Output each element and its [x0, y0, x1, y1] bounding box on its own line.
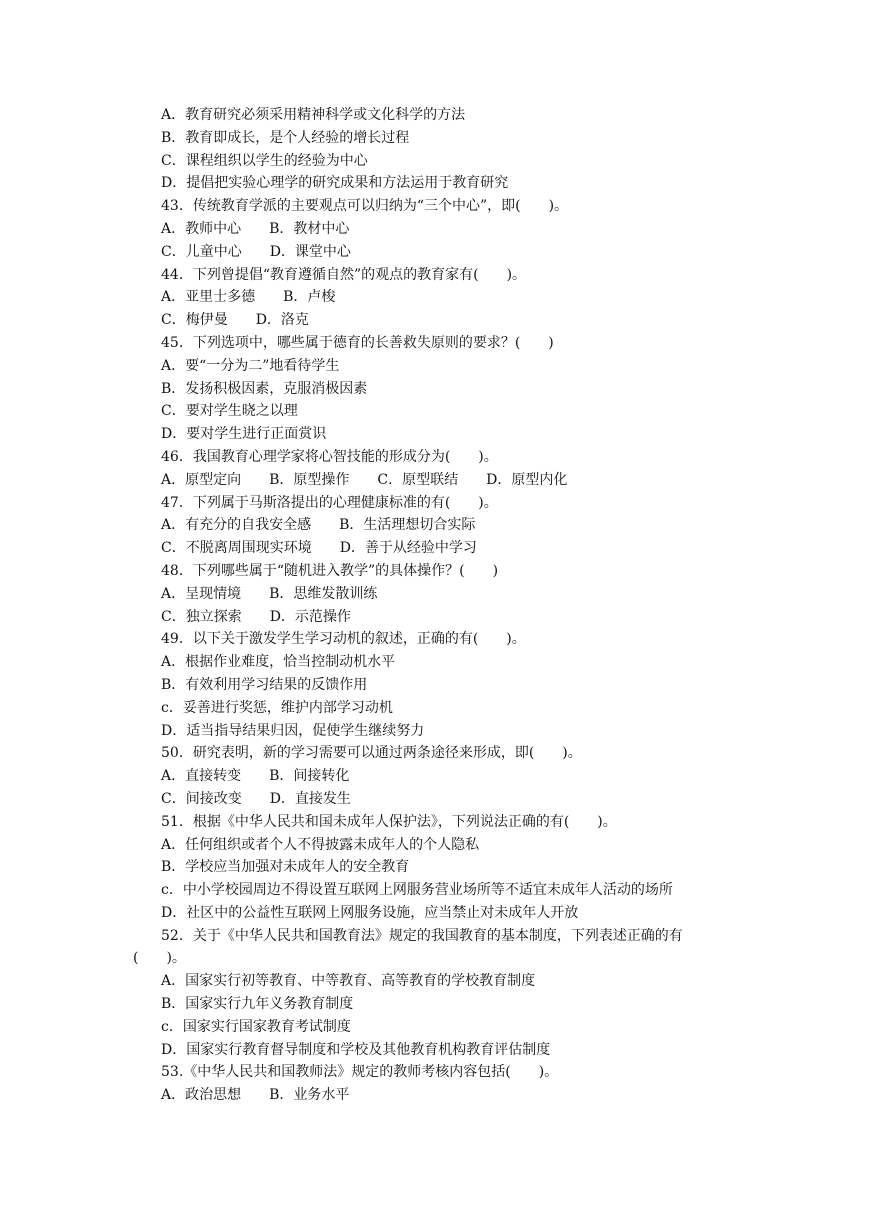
text-line: C．要对学生晓之以理 [161, 403, 298, 420]
question-45: 45．下列选项中，哪些属于德育的长善救失原则的要求？( ) [161, 334, 554, 351]
question-43: 43．传统教育学派的主要观点可以归纳为“三个中心”，即( )。 [161, 198, 569, 215]
text-line: B．教育即成长，是个人经验的增长过程 [161, 129, 410, 146]
text-line: A．任何组织或者个人不得披露未成年人的个人隐私 [161, 836, 480, 853]
question-52-continuation: ( )。 [133, 950, 186, 967]
text-line: A．呈现情境 B．思维发散训练 [161, 585, 378, 602]
text-line: C．不脱离周围现实环境 D．善于从经验中学习 [161, 540, 477, 557]
text-line: D．适当指导结果归因，促使学生继续努力 [161, 722, 425, 739]
text-line: A．有充分的自我安全感 B．生活理想切合实际 [161, 517, 476, 534]
text-line: A．原型定向 B．原型操作 C．原型联结 D．原型内化 [161, 471, 568, 488]
text-line: A．要“一分为二”地看待学生 [161, 357, 340, 374]
text-line: B．国家实行九年义务教育制度 [161, 996, 354, 1013]
text-line: c．中小学校园周边不得设置互联网上网服务营业场所等不适宜未成年人活动的场所 [161, 882, 673, 899]
document-body [0, 104, 869, 1107]
question-50: 50．研究表明，新的学习需要可以通过两条途径来形成，即( )。 [161, 745, 582, 762]
text-line: D．社区中的公益性互联网上网服务设施，应当禁止对未成年人开放 [161, 904, 579, 921]
text-line: B．学校应当加强对未成年人的安全教育 [161, 859, 410, 876]
text-line: c．国家实行国家教育考试制度 [161, 1018, 351, 1035]
text-line: D．提倡把实验心理学的研究成果和方法运用于教育研究 [161, 175, 509, 192]
text-line: C．儿童中心 D．课堂中心 [161, 243, 351, 260]
text-line: c．妥善进行奖惩，维护内部学习动机 [161, 699, 393, 716]
question-47: 47．下列属于马斯洛提出的心理健康标准的有( )。 [161, 494, 498, 511]
question-46: 46．我国教育心理学家将心智技能的形成分为( )。 [161, 448, 498, 465]
text-line: D．国家实行教育督导制度和学校及其他教育机构教育评估制度 [161, 1041, 551, 1058]
question-51: 51．根据《中华人民共和国未成年人保护法》，下列说法正确的有( )。 [161, 813, 617, 830]
text-line: A．亚里士多德 B．卢梭 [161, 289, 336, 306]
text-line: C．课程组织以学生的经验为中心 [161, 152, 368, 169]
question-52: 52．关于《中华人民共和国教育法》规定的我国教育的基本制度，下列表述正确的有 [161, 927, 683, 944]
text-line: C．梅伊曼 D．洛克 [161, 312, 309, 329]
text-line: A．根据作业难度，恰当控制动机水平 [161, 654, 396, 671]
text-line: D．要对学生进行正面赏识 [161, 426, 327, 443]
question-44: 44．下列曾提倡“教育遵循自然”的观点的教育家有( )。 [161, 266, 527, 283]
text-line: B．有效利用学习结果的反馈作用 [161, 676, 368, 693]
text-line: A．教师中心 B．教材中心 [161, 220, 350, 237]
text-line: A．直接转变 B．间接转化 [161, 768, 350, 785]
text-line: A．教育研究必须采用精神科学或文化科学的方法 [161, 107, 466, 123]
question-48: 48．下列哪些属于“随机进入教学”的具体操作？( ) [161, 562, 499, 579]
text-line: C．独立探索 D．示范操作 [161, 608, 351, 625]
text-line: A．政治思想 B．业务水平 [161, 1087, 350, 1104]
text-line: C．间接改变 D．直接发生 [161, 790, 351, 807]
question-53: 53.《中华人民共和国教师法》规定的教师考核内容包括( )。 [161, 1064, 559, 1081]
question-49: 49．以下关于激发学生学习动机的叙述，正确的有( )。 [161, 631, 526, 648]
text-line: B．发扬积极因素，克服消极因素 [161, 380, 368, 397]
text-line: A．国家实行初等教育、中等教育、高等教育的学校教育制度 [161, 973, 536, 990]
